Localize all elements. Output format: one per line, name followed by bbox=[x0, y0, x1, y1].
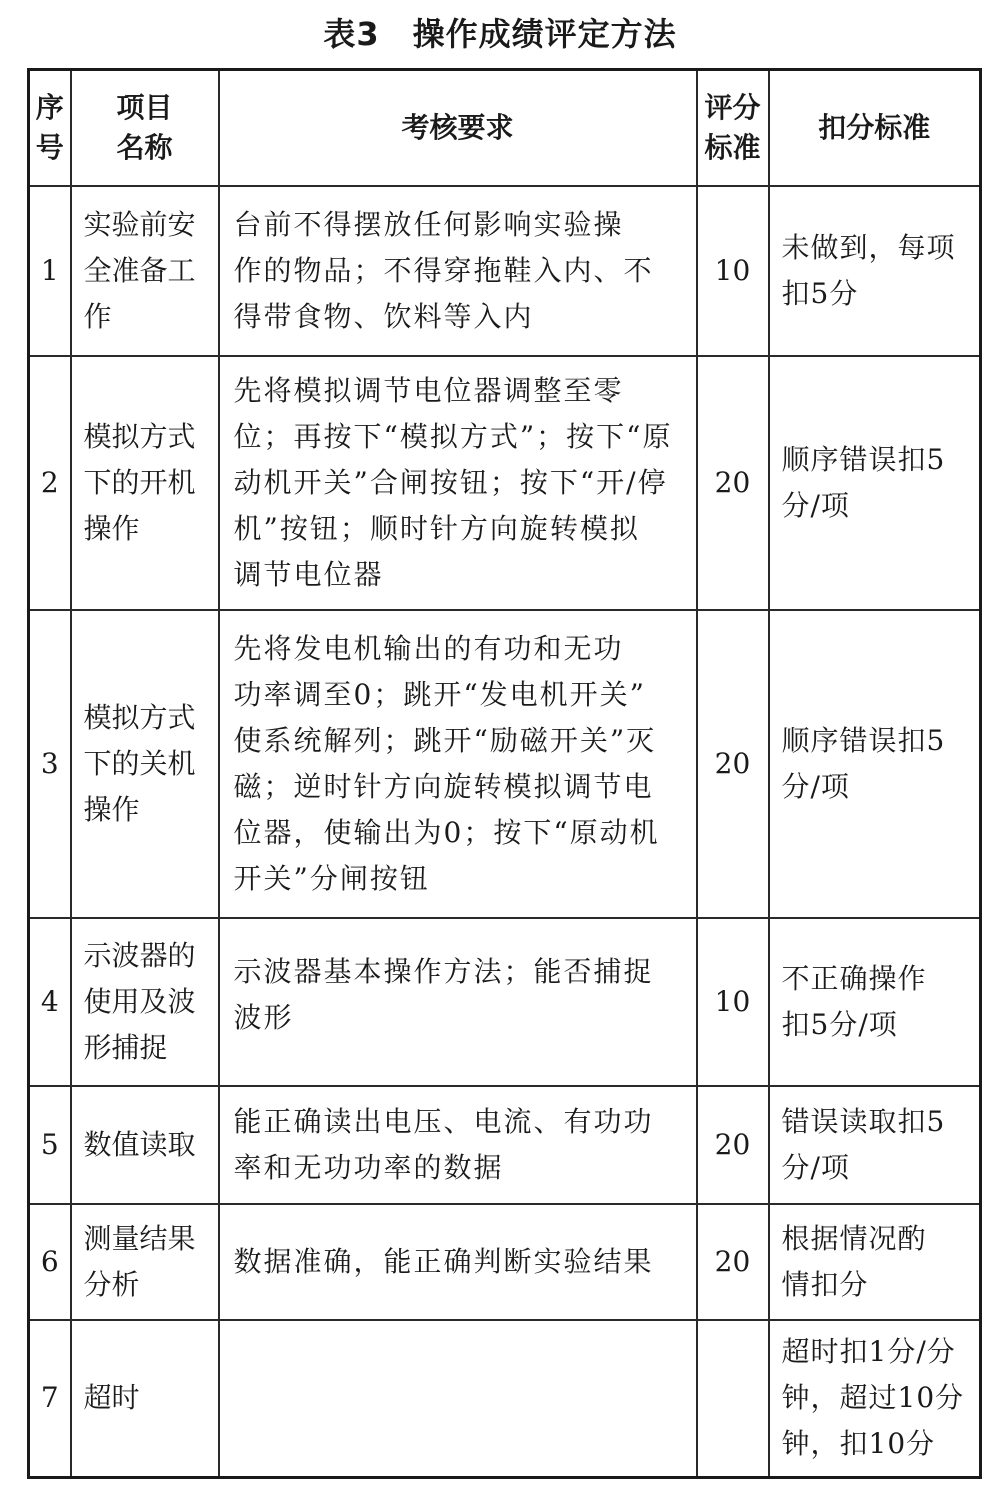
cell-no: 4 bbox=[29, 918, 71, 1086]
cell-no: 6 bbox=[29, 1204, 71, 1320]
cell-no: 2 bbox=[29, 356, 71, 610]
cell-score: 20 bbox=[697, 356, 769, 610]
cell-score bbox=[697, 1320, 769, 1478]
cell-requirement: 先将模拟调节电位器调整至零 位；再按下“模拟方式”；按下“原 动机开关”合闸按钮；按下“开/停 机”按钮；顺时针方向旋转模拟 调节电位器 bbox=[219, 356, 697, 610]
cell-requirement: 示波器基本操作方法；能否捕捉 波形 bbox=[219, 918, 697, 1086]
header-deduction: 扣分标准 bbox=[769, 70, 981, 186]
cell-score: 20 bbox=[697, 1204, 769, 1320]
cell-requirement: 能正确读出电压、电流、有功功 率和无功功率的数据 bbox=[219, 1086, 697, 1204]
table-row bbox=[29, 356, 981, 610]
table-row bbox=[29, 186, 981, 356]
cell-no: 1 bbox=[29, 186, 71, 356]
cell-no: 3 bbox=[29, 610, 71, 918]
cell-score: 10 bbox=[697, 186, 769, 356]
table-title: 表3 操作成绩评定方法 bbox=[323, 15, 677, 53]
cell-requirement bbox=[219, 1320, 697, 1478]
header-requirement: 考核要求 bbox=[219, 70, 697, 186]
cell-name: 模拟方式 下的开机 操作 bbox=[71, 356, 219, 610]
cell-requirement: 台前不得摆放任何影响实验操 作的物品；不得穿拖鞋入内、不 得带食物、饮料等入内 bbox=[219, 186, 697, 356]
table-row bbox=[29, 918, 981, 1086]
header-no: 序 号 bbox=[29, 70, 71, 186]
cell-no: 7 bbox=[29, 1320, 71, 1478]
cell-requirement: 数据准确，能正确判断实验结果 bbox=[219, 1204, 697, 1320]
cell-name: 示波器的 使用及波 形捕捉 bbox=[71, 918, 219, 1086]
cell-deduction: 顺序错误扣5 分/项 bbox=[769, 356, 981, 610]
cell-requirement: 先将发电机输出的有功和无功 功率调至0；跳开“发电机开关” 使系统解列；跳开“励磁开关”灭 磁；逆时针方向旋转模拟调节电 位器，使输出为0；按下“原动机 开关”分闸按钮 bbox=[219, 610, 697, 918]
cell-deduction: 不正确操作 扣5分/项 bbox=[769, 918, 981, 1086]
cell-name: 数值读取 bbox=[71, 1086, 219, 1204]
cell-deduction: 顺序错误扣5 分/项 bbox=[769, 610, 981, 918]
cell-name: 模拟方式 下的关机 操作 bbox=[71, 610, 219, 918]
table-row bbox=[29, 610, 981, 918]
cell-no: 5 bbox=[29, 1086, 71, 1204]
cell-name: 实验前安 全准备工 作 bbox=[71, 186, 219, 356]
cell-score: 20 bbox=[697, 610, 769, 918]
header-row bbox=[29, 70, 981, 186]
cell-deduction: 超时扣1分/分 钟，超过10分 钟，扣10分 bbox=[769, 1320, 981, 1478]
header-score: 评分 标准 bbox=[697, 70, 769, 186]
cell-name: 测量结果 分析 bbox=[71, 1204, 219, 1320]
cell-deduction: 未做到，每项 扣5分 bbox=[769, 186, 981, 356]
table-row bbox=[29, 1204, 981, 1320]
table-row bbox=[29, 1086, 981, 1204]
cell-name: 超时 bbox=[71, 1320, 219, 1478]
table-row bbox=[29, 1320, 981, 1478]
cell-deduction: 根据情况酌 情扣分 bbox=[769, 1204, 981, 1320]
cell-score: 10 bbox=[697, 918, 769, 1086]
grading-table bbox=[27, 68, 982, 1479]
cell-score: 20 bbox=[697, 1086, 769, 1204]
cell-deduction: 错误读取扣5 分/项 bbox=[769, 1086, 981, 1204]
header-name: 项目 名称 bbox=[71, 70, 219, 186]
